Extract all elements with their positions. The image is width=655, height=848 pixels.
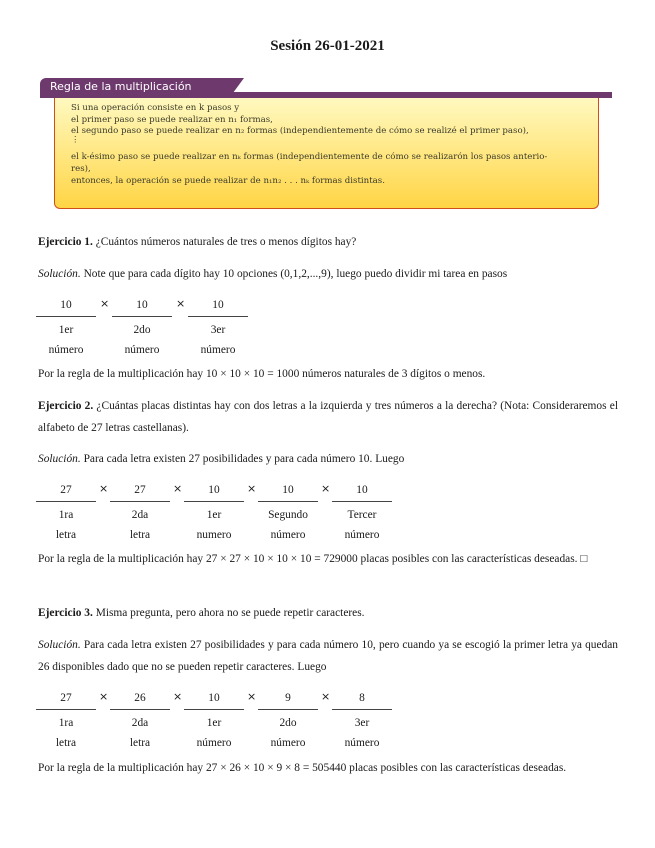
ex1-conclusion: Por la regla de la multiplicación hay 10 × 10 × 10 = 1000 números naturales de 3 dígitos o menos. (38, 368, 486, 380)
times-symbol: × (247, 482, 257, 495)
fraction-label-bottom: número (124, 344, 160, 356)
ex2-solution (38, 448, 618, 470)
ex2-fraction-row (0, 481, 655, 543)
ex2-fraction-5 (332, 481, 392, 545)
rule-box (40, 78, 612, 212)
ex2-fraction-3 (184, 481, 244, 545)
rule-line: entonces, la operación se puede realizar de n₁n₂ . . . nₖ formas distintas. (71, 175, 385, 186)
fraction-numerator: 26 (134, 692, 146, 704)
fraction-label-top: 1er (58, 324, 74, 336)
fraction-bar (36, 709, 96, 710)
fraction-numerator: 10 (60, 299, 72, 311)
fraction-label-top: 2da (131, 717, 149, 729)
rule-tab (40, 78, 230, 97)
times-symbol: × (173, 690, 183, 703)
times-symbol: × (173, 482, 183, 495)
fraction-label-top: 1ra (58, 509, 74, 521)
ex2-sol-label: Solución. (38, 453, 81, 465)
times-symbol: × (100, 297, 110, 310)
rule-header: Regla de la multiplicación (50, 80, 192, 93)
fraction-label-top: 2da (131, 509, 149, 521)
rule-line: el segundo paso se puede realizar en n₂ formas (independientemente de cómo se realizé el primer paso), (71, 126, 529, 137)
ex3-fraction-5 (332, 689, 392, 753)
fraction-bar (188, 316, 248, 317)
ex2-fraction-2 (110, 481, 170, 545)
fraction-label-top: 3er (210, 324, 226, 336)
ex3-fraction-4 (258, 689, 318, 753)
fraction-label-top: 3er (354, 717, 370, 729)
times-symbol: × (321, 482, 331, 495)
fraction-label-bottom: número (344, 737, 380, 749)
fraction-label-top: 2do (279, 717, 297, 729)
fraction-numerator: 27 (60, 484, 72, 496)
ex2-sol-text: Para cada letra existen 27 posibilidades y para cada número 10. Luego (83, 453, 405, 465)
ex3-solution (38, 634, 618, 678)
fraction-label-top: 1ra (58, 717, 74, 729)
fraction-numerator: 10 (208, 692, 220, 704)
ex3-sol-label: Solución. (38, 639, 81, 651)
ex2-fraction-1 (36, 481, 96, 545)
ex2-question (38, 395, 618, 439)
ex3-fraction-row (0, 689, 655, 751)
fraction-numerator: 10 (356, 484, 368, 496)
fraction-numerator: 27 (60, 692, 72, 704)
ex3-fraction-3 (184, 689, 244, 753)
fraction-bar (110, 709, 170, 710)
page-title: Sesión 26-01-2021 (270, 38, 385, 54)
rule-line: Si una operación consiste en k pasos y (71, 103, 240, 113)
fraction-label-bottom: letra (129, 737, 151, 749)
fraction-label-bottom: número (196, 737, 232, 749)
ex3-fraction-1 (36, 689, 96, 753)
fraction-bar (36, 316, 96, 317)
fraction-bar (258, 501, 318, 502)
times-symbol: × (176, 297, 186, 310)
fraction-label-bottom: número (200, 344, 236, 356)
ex1-solution (38, 263, 618, 285)
fraction-label-bottom: numero (196, 529, 232, 541)
fraction-label-bottom: letra (129, 529, 151, 541)
rule-line: el primer paso se puede realizar en n₁ formas, (71, 114, 273, 125)
times-symbol: × (321, 690, 331, 703)
rule-vdots: ⋮ (71, 135, 80, 146)
ex3-question-text: Misma pregunta, pero ahora no se puede repetir caracteres. (95, 607, 365, 619)
fraction-label-bottom: número (270, 737, 306, 749)
ex1-fraction-2 (112, 296, 172, 360)
fraction-label-top: 1er (206, 717, 222, 729)
fraction-label-bottom: letra (55, 737, 77, 749)
ex1-question (38, 231, 618, 253)
rule-line: el k-ésimo paso se puede realizar en nₖ formas (independientemente de cómo se realizarón los pasos anterio- (71, 152, 548, 163)
ex1-fraction-3 (188, 296, 248, 360)
fraction-numerator: 10 (282, 484, 294, 496)
fraction-label-top: 1er (206, 509, 222, 521)
fraction-bar (110, 501, 170, 502)
fraction-label-bottom: letra (55, 529, 77, 541)
fraction-bar (332, 709, 392, 710)
fraction-bar (112, 316, 172, 317)
fraction-bar (36, 501, 96, 502)
ex2-conclusion: Por la regla de la multiplicación hay 27 × 27 × 10 × 10 × 10 = 729000 placas posibles con las características deseadas. □ (38, 553, 588, 565)
ex3-label: Ejercicio 3. (38, 607, 93, 619)
ex3-fraction-2 (110, 689, 170, 753)
fraction-label-top: 2do (133, 324, 151, 336)
ex1-label: Ejercicio 1. (38, 236, 93, 248)
ex3-sol-text: Para cada letra existen 27 posibilidades y para cada número 10, pero cuando ya se escogió la primer letra ya quedan 26 disponibles dado que no se pueden repetir caracteres. Luego (38, 639, 618, 673)
fraction-label-top: Tercer (347, 509, 377, 521)
fraction-bar (184, 709, 244, 710)
ex3-question (38, 602, 618, 624)
fraction-numerator: 9 (285, 692, 291, 704)
fraction-numerator: 8 (359, 692, 365, 704)
fraction-numerator: 10 (212, 299, 224, 311)
fraction-label-bottom: número (48, 344, 84, 356)
rule-body (54, 98, 599, 209)
fraction-numerator: 10 (136, 299, 148, 311)
fraction-bar (184, 501, 244, 502)
ex1-sol-label: Solución. (38, 268, 81, 280)
ex1-fraction-row (0, 296, 655, 358)
fraction-bar (258, 709, 318, 710)
ex2-question-text: ¿Cuántas placas distintas hay con dos letras a la izquierda y tres números a la derecha? (Nota: Consideraremos el alfabeto de 27 letras castellanas). (38, 400, 618, 434)
ex2-label: Ejercicio 2. (38, 400, 94, 412)
fraction-label-bottom: número (270, 529, 306, 541)
times-symbol: × (247, 690, 257, 703)
ex1-question-text: ¿Cuántos números naturales de tres o menos dígitos hay? (95, 236, 357, 248)
fraction-numerator: 10 (208, 484, 220, 496)
fraction-label-top: Segundo (268, 509, 308, 521)
times-symbol: × (99, 690, 109, 703)
fraction-label-bottom: número (344, 529, 380, 541)
times-symbol: × (99, 482, 109, 495)
ex3-conclusion: Por la regla de la multiplicación hay 27 × 26 × 10 × 9 × 8 = 505440 placas posibles con las características deseadas. (38, 762, 567, 774)
rule-line: res), (71, 163, 91, 174)
ex1-fraction-1 (36, 296, 96, 360)
fraction-numerator: 27 (134, 484, 146, 496)
fraction-bar (332, 501, 392, 502)
ex2-fraction-4 (258, 481, 318, 545)
ex1-sol-text: Note que para cada dígito hay 10 opciones (0,1,2,...,9), luego puedo dividir mi tarea en pasos (83, 268, 508, 280)
